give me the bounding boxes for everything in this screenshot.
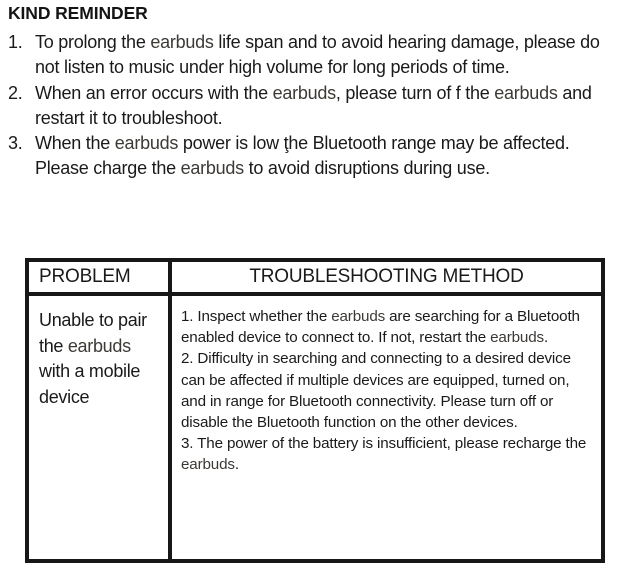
table-cell-method — [172, 296, 601, 559]
method-step: 1. Inspect whether the earbuds are searching for a Bluetooth enabled device to connect to. If not, restart the earbuds. — [181, 308, 580, 347]
list-item-text: To prolong the earbuds life span and to avoid hearing damage, please do not listen to music under high volume for long periods of time. — [35, 32, 600, 78]
product-term: earbuds — [67, 335, 131, 356]
list-item — [8, 81, 614, 132]
kind-reminder-list — [8, 30, 614, 182]
product-term: earbuds — [494, 82, 558, 103]
page-title: KIND REMINDER — [8, 3, 148, 23]
table-cell-problem — [29, 296, 172, 559]
product-term: earbuds — [272, 82, 336, 103]
list-item-text: When the earbuds power is low ţhe Bluetooth range may be affected. Please charge the earbuds to avoid disruptions during use. — [35, 133, 570, 179]
list-item-marker: 1. — [8, 32, 23, 52]
list-item-marker: 2. — [8, 82, 23, 103]
method-step: 3. The power of the battery is insufficient, please recharge the earbuds. — [181, 435, 587, 474]
column-header-method: TROUBLESHOOTING METHOD — [249, 266, 524, 287]
list-item-text: When an error occurs with the earbuds, please turn of f the earbuds and restart it to troubleshoot. — [35, 82, 592, 128]
table-row — [29, 296, 601, 559]
column-header-problem: PROBLEM — [39, 266, 131, 287]
table-header-cell-problem — [29, 262, 172, 292]
product-term: earbuds — [181, 456, 235, 474]
product-term: earbuds — [150, 32, 214, 52]
troubleshooting-table — [25, 258, 605, 563]
list-item — [8, 131, 614, 182]
list-item — [8, 30, 614, 81]
list-item-marker: 3. — [8, 133, 23, 154]
table-header-cell-method — [172, 262, 601, 292]
product-term: earbuds — [490, 329, 544, 347]
troubleshooting-method-list — [172, 296, 601, 476]
method-step: 2. Difficulty in searching and connecting to a desired device can be affected if multiple devices are equipped, turned on, and in range for Bluetooth connectivity. Please turn off or disable the Bluetooth function on the other devices. — [181, 350, 571, 432]
product-term: earbuds — [180, 158, 244, 179]
table-header-row — [29, 262, 601, 296]
product-term: earbuds — [331, 308, 386, 325]
problem-description: Unable to pair the earbuds with a mobile device — [39, 310, 147, 407]
product-term: earbuds — [114, 133, 179, 154]
